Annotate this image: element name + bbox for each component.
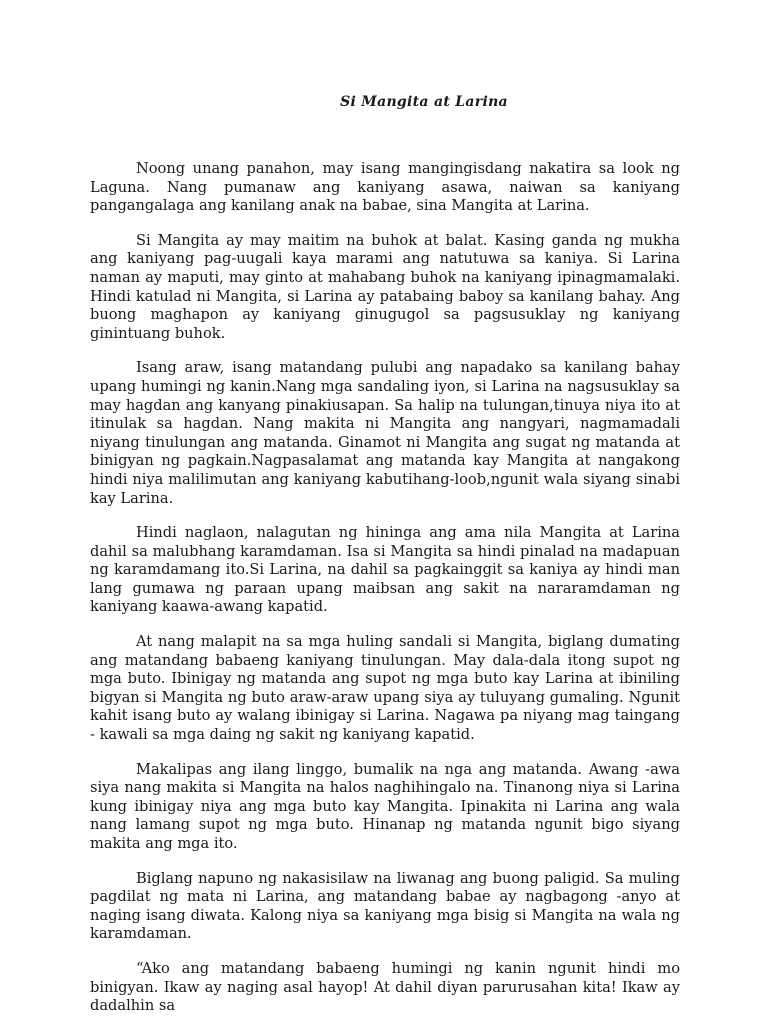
paragraph-8: “Ako ang matandang babaeng humingi ng kanin ngunit hindi mo binigyan. Ikaw ay naging asal hayop! At dahil diyan parurusahan kita! Ikaw ay dadalhin sa	[90, 959, 680, 1015]
paragraph-6: Makalipas ang ilang linggo, bumalik na nga ang matanda. Awang -awa siya nang makita si Mangita na halos naghihingalo na. Tinanong niya si Larina kung ibinigay niya ang mga buto kay Mangita. Ipinakita ni Larina ang wala nang lamang supot ng mga buto. Hinanap ng matanda ngunit bigo siyang makita ang mga ito.	[90, 760, 680, 852]
paragraph-4: Hindi naglaon, nalagutan ng hininga ang ama nila Mangita at Larina dahil sa malubhang karamdaman. Isa si Mangita sa hindi pinalad na madapuan ng karamdamang ito.Si Larina, na dahil sa pagkainggit sa kaniya ay hindi man lang gumawa ng paraan upang maibsan ang sakit na nararamdaman ng kaniyang kaawa-awang kapatid.	[90, 524, 680, 616]
paragraph-1: Noong unang panahon, may isang mangingisdang nakatira sa look ng Laguna. Nang pumanaw ang kaniyang asawa, naiwan sa kaniyang pangangalaga ang kanilang anak na babae, sina Mangita at Larina.	[90, 160, 680, 215]
paragraph-3: Isang araw, isang matandang pulubi ang napadako sa kanilang bahay upang humingi ng kanin.Nang mga sandaling iyon, si Larina na nagsusuklay sa may hagdan ang kanyang pinakiusapan. Sa halip na tulungan,tinuya niya ito at itinulak sa hagdan. Nang makita ni Mangita ang nangyari, nagmamadali niyang tinulungan ang matanda. Ginamot ni Mangita ang sugat ng matanda at binigyan ng pagkain.Nagpasalamat ang matanda kay Mangita at nangakong hindi niya malilimutan ang kaniyang kabutihang-loob,ngunit wala siyang sinabi kay Larina.	[90, 359, 680, 507]
document-title: Si Mangita at Larina	[340, 94, 508, 110]
paragraph-7: Biglang napuno ng nakasisilaw na liwanag ang buong paligid. Sa muling pagdilat ng mata ni Larina, ang matandang babae ay nagbagong -anyo at naging isang diwata. Kalong niya sa kaniyang mga bisig si Mangita na wala ng karamdaman.	[90, 869, 680, 943]
paragraph-2: Si Mangita ay may maitim na buhok at balat. Kasing ganda ng mukha ang kaniyang pag-uugali kaya marami ang natutuwa sa kaniya. Si Larina naman ay maputi, may ginto at mahabang buhok na kaniyang ipinagmamalaki. Hindi katulad ni Mangita, si Larina ay patabaing baboy sa kanilang bahay. Ang buong maghapon ay kaniyang ginugugol sa pagsusuklay ng kaniyang ginintuang buhok.	[90, 231, 680, 342]
document-body	[90, 160, 680, 1032]
paragraph-5: At nang malapit na sa mga huling sandali si Mangita, biglang dumating ang matandang babaeng kaniyang tinulungan. May dala-dala itong supot ng mga buto. Ibinigay ng matanda ang supot ng mga buto kay Larina at ibiniling bigyan si Mangita ng buto araw-araw upang siya ay tuluyang gumaling. Ngunit kahit isang buto ay walang ibinigay si Larina. Nagawa pa niyang mag taingang - kawali sa mga daing ng sakit ng kaniyang kapatid.	[90, 633, 680, 744]
